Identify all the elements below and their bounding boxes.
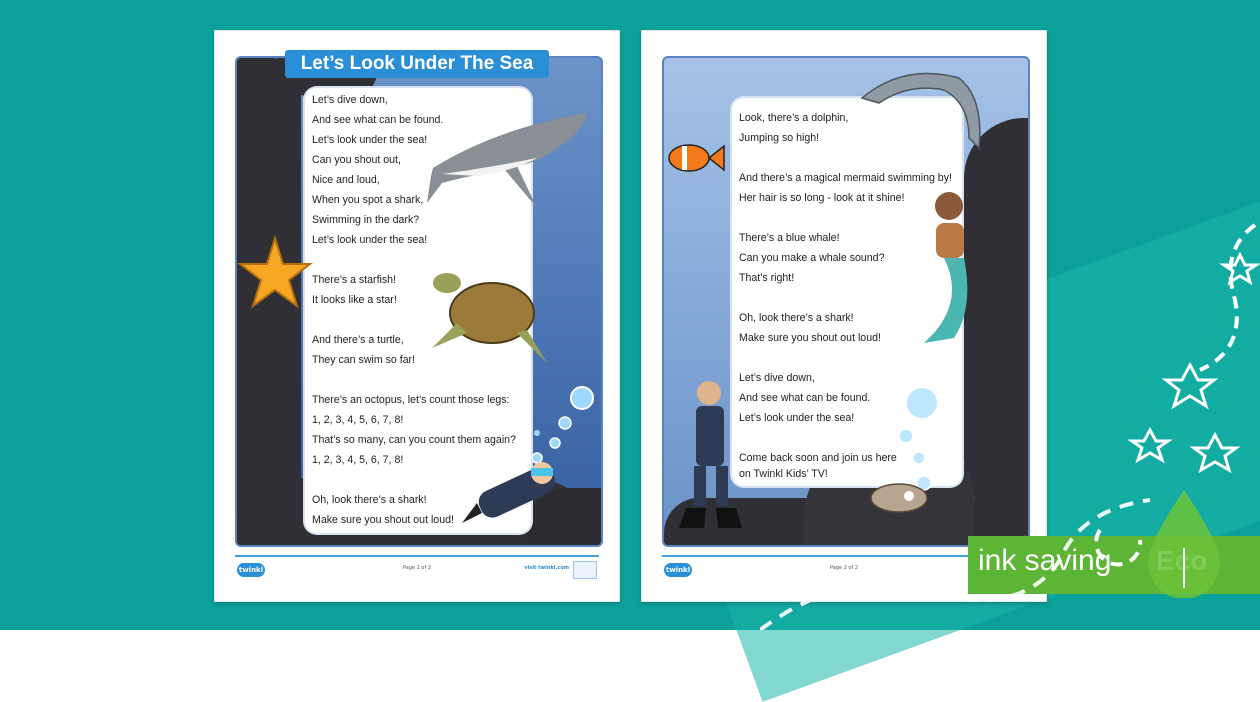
diver-icon [462, 462, 559, 523]
poem-line: Let’s look under the sea! [312, 134, 428, 146]
poem-line: Oh, look there’s a shark! [312, 494, 427, 506]
poem-line: And see what can be found. [739, 392, 871, 404]
poem-line: Let’s look under the sea! [739, 412, 855, 424]
dashed-swirl-decoration [760, 470, 1180, 630]
turtle-icon [432, 273, 547, 363]
twinkl-logo-2: twinkl [664, 563, 692, 577]
poem-line: on Twinkl Kids’ TV! [739, 468, 828, 480]
poem-line: It looks like a star! [312, 294, 397, 306]
poem-line: Come back soon and join us here [739, 452, 897, 464]
poem-line: Nice and loud, [312, 174, 380, 186]
poem-line: There’s a blue whale! [739, 232, 840, 244]
under-sea-scene [235, 56, 603, 547]
poem-line: Oh, look there’s a shark! [739, 312, 854, 324]
poem-line: And there’s a magical mermaid swimming by! [739, 172, 952, 184]
page-title: Let’s Look Under The Sea [285, 50, 549, 78]
clownfish-icon [669, 145, 724, 171]
shark-icon [427, 113, 587, 208]
poem-line: When you spot a shark, [312, 194, 424, 206]
poem-line: Jumping so high! [739, 132, 820, 144]
eco-badge-text: ink saving [978, 544, 1112, 577]
poem-line: They can swim so far! [312, 354, 416, 366]
page-number-2: Page 2 of 2 [829, 565, 859, 571]
page-number: Page 1 of 2 [402, 565, 432, 571]
poem-line: That’s right! [739, 272, 795, 284]
poem-line: Let’s dive down, [739, 372, 815, 384]
worksheet-page-1 [214, 30, 620, 602]
poem-line: Can you make a whale sound? [739, 252, 885, 264]
poem-line: And there’s a turtle, [312, 334, 404, 346]
poem-line: Look, there’s a dolphin, [739, 112, 849, 124]
poem-line: 1, 2, 3, 4, 5, 6, 7, 8! [312, 454, 404, 466]
poem-line: Make sure you shout out loud! [312, 514, 454, 526]
dolphin-icon [862, 74, 980, 149]
poem-line: 1, 2, 3, 4, 5, 6, 7, 8! [312, 414, 404, 426]
poem-line: Her hair is so long - look at it shine! [739, 192, 905, 204]
poem-line: There’s a starfish! [312, 274, 396, 286]
poem-line: Let’s dive down, [312, 94, 388, 106]
page-footer [235, 555, 599, 583]
poem-line: There’s an octopus, let’s count those legs: [312, 394, 510, 406]
poem-line: Swimming in the dark? [312, 214, 420, 226]
visit-link[interactable]: visit twinkl.com [524, 565, 569, 571]
twinkl-logo: twinkl [237, 563, 265, 577]
poem-line: Can you shout out, [312, 154, 401, 166]
poem-line: And see what can be found. [312, 114, 444, 126]
starfish-icon [240, 238, 310, 306]
bubbles-icon [532, 387, 593, 463]
mermaid-icon [924, 192, 967, 343]
poem-line: Make sure you shout out loud! [739, 332, 881, 344]
quality-badge-icon [573, 561, 597, 579]
poem-line: That’s so many, can you count them again? [312, 434, 516, 446]
diver-icon-2 [679, 381, 742, 528]
poem-line: Let’s look under the sea! [312, 234, 428, 246]
scene-illustrations [237, 58, 601, 545]
dashed-star-decoration [1120, 220, 1260, 480]
